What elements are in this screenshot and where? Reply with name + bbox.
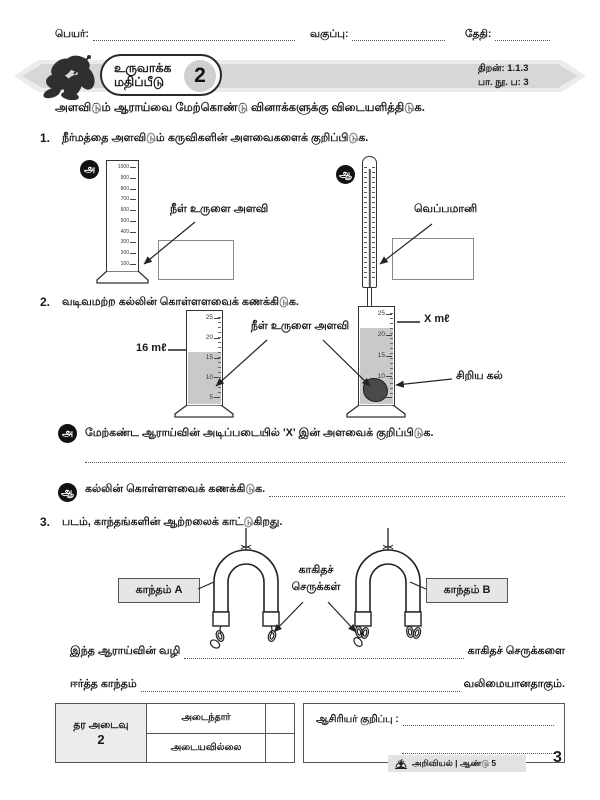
mastery-level-cell [55, 703, 147, 763]
assessment-badge-title: உருவாக்க மதிப்பீடு [114, 60, 172, 89]
q1-cylinder-label: நீள் உருளை அளவி [170, 203, 269, 215]
cylinder-after [358, 306, 395, 406]
teacher-note-line2[interactable] [402, 741, 554, 754]
q1-number: 1. [40, 131, 51, 145]
q3-number: 3. [40, 515, 51, 529]
date-field-row [465, 28, 550, 41]
q2-right-reading: X mℓ [424, 313, 450, 325]
q2-sub-a-text: மேற்கண்ட ஆராய்வின் அடிப்படையில் 'X' இன் அளவைக் குறிப்பிடுக. [85, 427, 434, 439]
assessment-number: 2 [184, 60, 216, 92]
teacher-note-label: ஆசிரியர் குறிப்பு : [316, 714, 399, 725]
q1-answer-box-a[interactable] [158, 240, 234, 280]
skill-reference [478, 62, 529, 90]
paper-clips-label: காகிதச் செருக்கள் [291, 564, 341, 593]
name-blank[interactable] [93, 28, 295, 41]
q1-text: நீர்மத்தை அளவிடும் கருவிகளின் அளவைகளைக் குறிப்பிடுக. [62, 132, 369, 144]
cylinder-after-scale: 25 20 15 10 [361, 311, 392, 401]
q2-sub-a-badge: அ [58, 424, 77, 443]
q2-stone-label: சிறிய கல் [456, 370, 503, 382]
q1-item-b-badge: ஆ [336, 165, 355, 184]
date-blank[interactable] [495, 28, 550, 41]
cylinder-before [186, 310, 223, 406]
q2-sub-b-text: கல்லின் கொள்ளளவைக் கணக்கிடுக. [85, 483, 266, 495]
cylinder-before-scale: 25 20 15 10 5 [189, 315, 220, 401]
class-blank[interactable] [352, 28, 445, 41]
teacher-note-line1[interactable] [403, 713, 554, 726]
q3-blank2-prefix: ஈர்த்த காந்தம் [70, 678, 137, 690]
q2-sub-a-answer-line[interactable] [85, 448, 565, 463]
textbook-page-ref: பா. நூ. ப: 3 [478, 76, 529, 88]
magnet-b-label: காந்தம் B [426, 578, 508, 603]
thermometer-mercury [368, 169, 370, 287]
q2-sub-b-answer-line[interactable] [269, 484, 565, 497]
thermometer [362, 156, 377, 288]
q3-blank2-line[interactable] [141, 679, 460, 692]
q3-text: படம், காந்தங்களின் ஆற்றலைக் காட்டுகிறது. [62, 516, 283, 528]
measuring-cylinder-large [106, 160, 139, 272]
q1-thermometer-label: வெப்பமானி [414, 203, 478, 215]
q2-number: 2. [40, 295, 51, 309]
cylinder-base [96, 271, 149, 284]
mastery-table [55, 703, 565, 763]
teacher-note-box [303, 703, 565, 763]
cylinder-scale: 1000 900 800 700 600 500 400 300 200 100 [109, 165, 136, 267]
stone [363, 378, 388, 402]
book-logo-icon [394, 757, 408, 770]
q3-blank2-suffix: வலிமையானதாகும். [463, 678, 565, 690]
q2-sub-b-row [85, 483, 565, 497]
footer-series-strip [388, 755, 526, 772]
assessment-badge [100, 54, 222, 96]
achieved-label: அடைந்தார் [147, 704, 265, 734]
instruction-text: அளவிடும் ஆராய்வை மேற்கொண்டு வினாக்களுக்கு விடையளித்திடுக. [55, 102, 425, 114]
q2-text: வடிவமற்ற கல்லின் கொள்ளளவைக் கணக்கிடுக. [62, 296, 299, 308]
q2-sub-b-badge: ஆ [58, 483, 77, 502]
q3-blank1-suffix: காகிதச் செருக்களை [467, 645, 565, 657]
not-achieved-tick-cell[interactable] [266, 734, 294, 763]
achievement-tick-cells [265, 703, 295, 763]
class-label: வகுப்பு: [310, 28, 349, 40]
q3-blank1-prefix: இந்த ஆராய்வின் வழி [70, 645, 181, 657]
achievement-labels [147, 703, 265, 763]
date-label: தேதி: [465, 28, 492, 40]
mastery-value: 2 [97, 732, 105, 747]
achieved-tick-cell[interactable] [266, 704, 294, 734]
skill-code: திறன்: 1.1.3 [478, 63, 529, 74]
q1-answer-box-b[interactable] [392, 238, 474, 280]
name-field-row [55, 28, 295, 41]
page-number: 3 [553, 749, 562, 766]
q2-left-reading: 16 mℓ [136, 342, 167, 354]
series-title: அறிவியல் | ஆண்டு 5 [412, 757, 497, 768]
cylinder-after-base [346, 405, 406, 418]
mastery-label: தர அடைவு [73, 719, 129, 731]
magnet-a-label: காந்தம் A [118, 578, 200, 603]
cylinder-before-base [174, 405, 234, 418]
q1-item-a-badge: அ [80, 160, 99, 179]
not-achieved-label: அடையவில்லை [170, 741, 242, 753]
q2-instrument-label: நீள் உருளை அளவி [250, 320, 350, 332]
name-label: பெயர்: [55, 28, 89, 40]
class-field-row [310, 28, 445, 41]
q3-blank1-row [70, 645, 565, 659]
q3-blank1-line[interactable] [184, 646, 463, 659]
q3-blank2-row [70, 678, 565, 692]
